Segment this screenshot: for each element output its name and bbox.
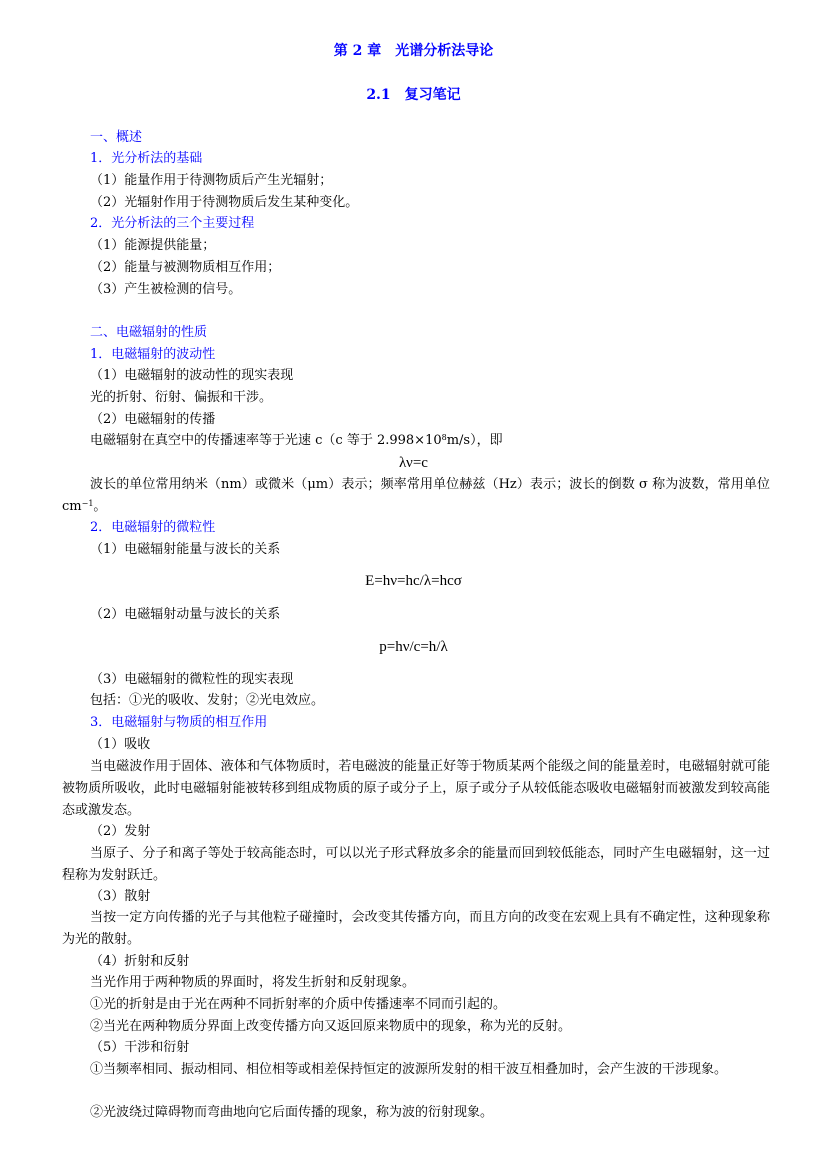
part1-heading: 一、概述	[90, 130, 143, 145]
refract-text: 当光作用于两种物质的界面时，将发生折射和反射现象。	[90, 975, 416, 990]
speed-text-b: m/s），即	[446, 433, 503, 448]
interf-point-1: ①当频率相同、振动相同、相位相等或相差保持恒定的波源所发射的相干波互相叠加时，会产生波的干涉现象。	[90, 1062, 728, 1077]
particle-item1: （1）电磁辐射能量与波长的关系	[90, 542, 281, 557]
units-text-b: 。	[93, 499, 107, 514]
interf-title: （5）干涉和衍射	[90, 1040, 190, 1055]
scatter-text: 当按一定方向传播的光子与其他粒子碰撞时，会改变其传播方向，而且方向的改变在宏观上具有不确定性，这种现象称为光的散射。	[62, 910, 770, 947]
units-paragraph	[62, 474, 770, 518]
particle-item3: （3）电磁辐射的微粒性的现实表现	[90, 672, 294, 687]
momentum-formula: p=hν/c=h/λ	[379, 639, 448, 655]
absorb-title: （1）吸收	[90, 737, 151, 752]
part1-sub1: 1．光分析法的基础	[90, 151, 203, 166]
speed-text	[90, 430, 503, 452]
section-title: 2.1 复习笔记	[366, 87, 461, 103]
speed-text-a: 电磁辐射在真空中的传播速率等于光速 c（c 等于 2.998×10	[90, 433, 442, 448]
wave-item2: （2）电磁辐射的传播	[90, 412, 216, 427]
part1-sub2-item: （2）能量与被测物质相互作用；	[90, 260, 281, 275]
chapter-title: 第 2 章 光谱分析法导论	[333, 43, 494, 59]
scatter-title: （3）散射	[90, 889, 151, 904]
interaction-title: 3．电磁辐射与物质的相互作用	[90, 715, 268, 730]
refract-title: （4）折射和反射	[90, 954, 190, 969]
speed-exponent: 8	[441, 433, 447, 442]
part2-heading: 二、电磁辐射的性质	[90, 325, 208, 340]
refract-point-2: ②当光在两种物质分界面上改变传播方向又返回原来物质中的现象，称为光的反射。	[90, 1019, 572, 1034]
wave-item1: （1）电磁辐射的波动性的现实表现	[90, 368, 294, 383]
wave-formula: λν=c	[399, 455, 428, 471]
part1-sub1-item: （2）光辐射作用于待测物质后发生某种变化。	[90, 195, 359, 210]
energy-formula: E=hν=hc/λ=hcσ	[365, 573, 462, 589]
absorb-text: 当电磁波作用于固体、液体和气体物质时，若电磁波的能量正好等于物质某两个能级之间的能量差时，电磁辐射就可能被物质所吸收，此时电磁辐射能被转移到组成物质的原子或分子上，原子或分子从较低能态吸收电磁辐射而被激发到较高能态或激发态。	[62, 759, 770, 818]
particle-item2: （2）电磁辐射动量与波长的关系	[90, 607, 281, 622]
part1-sub1-item: （1）能量作用于待测物质后产生光辐射；	[90, 173, 333, 188]
wave-title: 1．电磁辐射的波动性	[90, 347, 216, 362]
particle-title: 2．电磁辐射的微粒性	[90, 520, 216, 535]
particle-item3-text: 包括：①光的吸收、发射；②光电效应。	[90, 693, 325, 708]
part1-sub2: 2．光分析法的三个主要过程	[90, 216, 255, 231]
part1-sub2-item: （3）产生被检测的信号。	[90, 282, 242, 297]
emit-text: 当原子、分子和离子等处于较高能态时，可以以光子形式释放多余的能量而回到较低能态，同时产生电磁辐射，这一过程称为发射跃迁。	[62, 846, 770, 883]
interf-point-2: ②光波绕过障碍物而弯曲地向它后面传播的现象，称为波的衍射现象。	[90, 1105, 494, 1120]
emit-title: （2）发射	[90, 824, 151, 839]
refract-point-1: ①光的折射是由于光在两种不同折射率的介质中传播速率不同而引起的。	[90, 997, 507, 1012]
part1-sub2-item: （1）能源提供能量；	[90, 238, 216, 253]
units-text-a: 波长的单位常用纳米（nm）或微米（μm）表示；频率常用单位赫兹（Hz）表示；波长的倒数 σ 称为波数，常用单位 cm	[62, 477, 770, 514]
units-exponent: −1	[81, 499, 94, 508]
wave-item1-text: 光的折射、衍射、偏振和干涉。	[90, 390, 273, 405]
